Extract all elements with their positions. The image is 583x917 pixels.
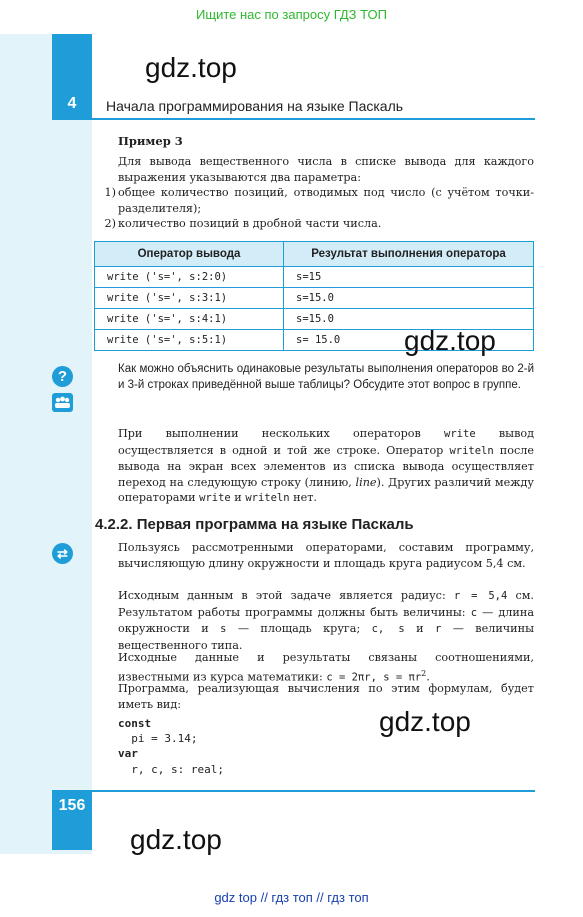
bottom-banner-link[interactable]: gdz top // гдз топ // гдз топ (214, 890, 369, 905)
input-data-paragraph: Исходным данным в этой задаче является радиус: r = 5,4 см. Результатом работы программы должны быть величины: c — длина окружности и s — площадь круга; c, s и r — величины вещественного типа. (118, 589, 534, 652)
emphasis-line: line (355, 475, 377, 489)
table-row (95, 267, 534, 288)
list-item-number: 1) (104, 186, 116, 199)
code-line: const (118, 717, 152, 730)
example-intro: Для вывода вещественного числа в списке вывода для каждого выражения указываются два параметра: (118, 155, 534, 184)
chapter-number: 4 (67, 95, 77, 112)
watermark: gdz.top (404, 325, 496, 356)
list-item-text: количество позиций в дробной части числа. (118, 217, 382, 230)
header-divider (92, 118, 535, 120)
code-line: var (118, 747, 138, 761)
table-cell: s=15.0 (284, 309, 534, 330)
code-writeln: writeln (449, 444, 494, 457)
program-intro-paragraph: Пользуясь рассмотренными операторами, составим программу, вычисляющую длину окружности и площадь круга радиусом 5,4 см. (118, 541, 534, 570)
table-cell: write ('s=', s:2:0) (95, 267, 284, 288)
table-cell: write ('s=', s:5:1) (95, 330, 284, 351)
code-write: write (444, 428, 476, 440)
table-header-operator: Оператор вывода (95, 242, 284, 267)
table-cell: s=15.0 (284, 288, 534, 309)
sidebar-strip (0, 34, 92, 854)
question-icon: ? (52, 366, 73, 387)
list-item-text: общее количество позиций, отводимых под число (с учётом точки-разделителя); (118, 186, 534, 215)
formula: c = 2πr, s = πr (326, 671, 422, 684)
table-header-result: Результат выполнения оператора (284, 242, 534, 267)
top-banner-link[interactable]: Ищите нас по запросу ГДЗ ТОП (196, 7, 387, 22)
code-listing (118, 716, 224, 777)
table-row (95, 288, 534, 309)
watermark: gdz.top (145, 52, 237, 83)
write-writeln-paragraph: При выполнении нескольких операторов write вывод осуществляется в одной и той же строке. Оператор writeln после вывода на экран всех элементов из списка вывода осуществляет переход на следующую строку (линию, line). Других различий между операторами write и writeln нет. (118, 427, 534, 504)
code-write: write (199, 492, 231, 504)
footer-divider (92, 790, 535, 792)
page-number: 156 (58, 797, 86, 814)
formulas-paragraph: Исходные данные и результаты связаны соотношениями, известными из курса математики: c = 2πr, $s = \pi r^2$. (118, 651, 534, 684)
table-cell: s=15 (284, 267, 534, 288)
table-cell: s= 15.0 (284, 330, 534, 351)
table-cell: write ('s=', s:3:1) (95, 288, 284, 309)
section-heading: 4.2.2. Первая программа на языке Паскаль (95, 516, 414, 533)
watermark: gdz.top (379, 706, 471, 737)
table-header-row (95, 242, 534, 267)
discussion-question: Как можно объяснить одинаковые результаты выполнения операторов во 2-й и 3-й строках приведённой выше таблицы? Обсудите этот вопрос в группе. (118, 363, 534, 391)
table-cell: write ('s=', s:4:1) (95, 309, 284, 330)
group-discussion-icon (52, 393, 73, 412)
swap-arrows-icon: ⇄ (52, 543, 73, 564)
chapter-title: Начала программирования на языке Паскаль (106, 98, 404, 114)
code-line: r, c, s: real; (118, 762, 224, 776)
list-item-number: 2) (104, 217, 116, 230)
code-writeln: writeln (245, 492, 290, 504)
program-lead-paragraph: Программа, реализующая вычисления по этим формулам, будет иметь вид: (118, 682, 534, 711)
watermark: gdz.top (130, 824, 222, 855)
example-title: Пример 3 (118, 134, 183, 148)
code-line: pi = 3.14; (118, 732, 198, 746)
